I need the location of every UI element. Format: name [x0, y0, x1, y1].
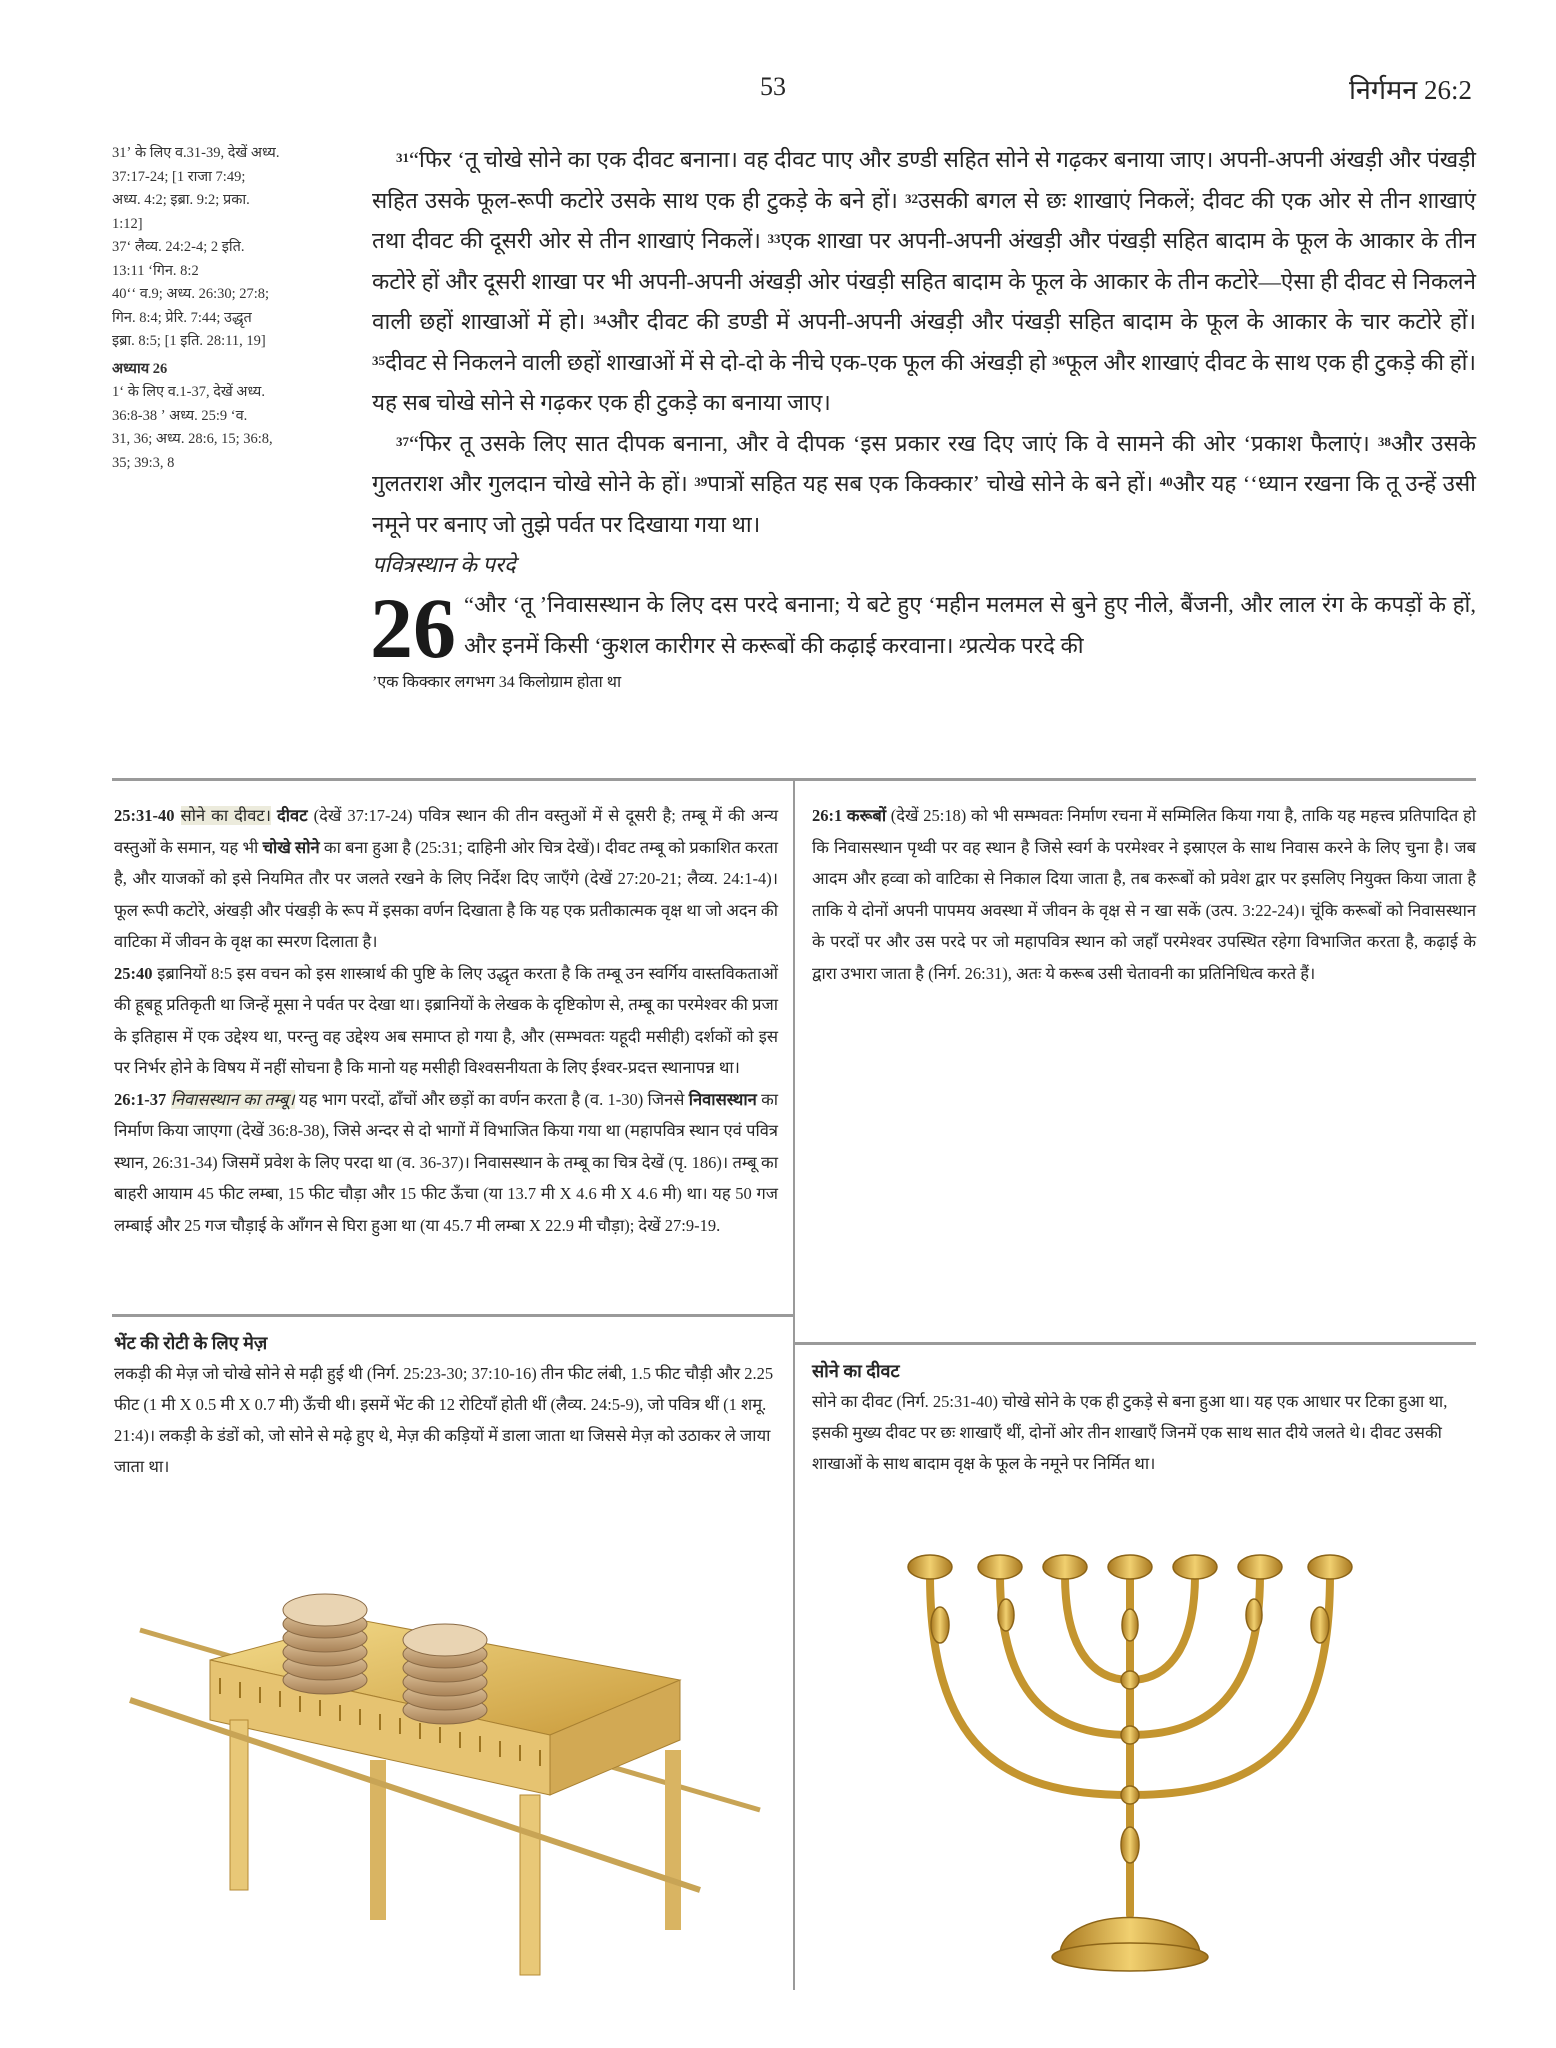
verse-text: प्रत्येक परदे की [965, 632, 1084, 658]
note-reference: 26:1-37 [114, 1089, 167, 1109]
study-note [812, 800, 1476, 989]
xref-line: 31ʼ के लिए व.31-39, देखें अध्य. [112, 145, 280, 161]
verse-text: “फिर तू उसके लिए सात दीपक बनाना, और वे दीपक ʻइस प्रकार रख दिए जाएं कि वे सामने की ओर ʻप्रकाश फैलाएं। [409, 430, 1370, 456]
verse-text: उसकी बगल से छः शाखाएं निकलें; दीवट की एक ओर से तीन शाखाएं तथा दीवट की दूसरी ओर से तीन शाखाएं निकलें। [372, 187, 1476, 253]
note-keyword: करूबों [846, 806, 887, 825]
xref-line: 40ʻʻ व.9; अध्य. 26:30; 27:8; [112, 286, 270, 302]
divider [795, 1342, 1476, 1345]
verse-number: 2 [959, 635, 966, 651]
scripture-text [372, 140, 1476, 698]
sidebar-title: भेंट की रोटी के लिए मेज़ [114, 1333, 268, 1353]
verse-text: और उसके गुलतराश और गुलदान चोखे सोने के हों। [372, 430, 1477, 496]
section-heading: पवित्रस्थान के परदे [372, 552, 516, 577]
verse-number: 34 [593, 312, 607, 327]
study-note [114, 1084, 778, 1242]
xref-line: 1:12] [112, 215, 143, 232]
verse-number: 31 [396, 150, 409, 165]
verse-number: 37 [396, 433, 409, 449]
verse-text: और दीवट की डण्डी में अपनी-अपनी अंखड़ी और पंखड़ी सहित बादाम के फूल के आकार के चार कटोरे हों। [606, 309, 1476, 334]
note-keyword: दीवट [277, 806, 308, 825]
divider [112, 1314, 793, 1317]
xref-line: 35; 39:3, 8 [112, 454, 175, 471]
note-reference: 25:40 [114, 963, 153, 983]
note-keyword: चोखे सोने [262, 837, 320, 857]
study-note [114, 800, 778, 958]
footnote: ʼएक किक्कार लगभग 34 किलोग्राम होता था [372, 674, 622, 691]
sidebar-lampstand [812, 1356, 1476, 1479]
note-text: यह भाग परदों, ढाँचों और छड़ों का वर्णन करता है (व. 1-30) जिनसे [298, 1089, 685, 1109]
verse-number: 33 [767, 231, 781, 246]
xref-chapter-heading: अध्याय 26 [112, 360, 168, 377]
page-number: 53 [760, 72, 786, 101]
verse-number: 32 [905, 190, 919, 206]
study-notes-left [114, 800, 778, 1241]
verse-number: 36 [1052, 352, 1066, 368]
note-title: निवासस्थान का तम्बू। [170, 1089, 295, 1109]
cross-references [112, 142, 352, 475]
sidebar-table [114, 1328, 778, 1482]
verse-number: 39 [694, 474, 708, 489]
verse-text: एक शाखा पर अपनी-अपनी अंखड़ी और पंखड़ी सहित बादाम के फूल के आकार के तीन कटोरे हों और दूसरी शाखा पर भी अपनी-अपनी अंखड़ी ओर पंखड़ी सहित बादाम के फूल के आकार के तीन कटोरे—ऐसा ही दीवट से निकलने वाली छहों शाखाओं में हो। [372, 228, 1477, 334]
verse-text: दीवट से निकलने वाली छहों शाखाओं में से दो-दो के नीचे एक-एक फूल की अंखड़ी हो [385, 349, 1047, 375]
xref-line: 13:11 ʻगिन. 8:2 [112, 262, 199, 279]
golden-lampstand-illustration [880, 1545, 1380, 1990]
note-text: (देखें 37:17-24) पवित्र स्थान की तीन वस्तुओं में से दूसरी है; तम्बू में की अन्य वस्तुओं के समान, यह भी [114, 806, 779, 857]
sidebar-title: सोने का दीवट [812, 1361, 900, 1381]
verse-text: फूल और शाखाएं दीवट के साथ एक ही टुकड़े की हों। यह सब चोखे सोने से गढ़कर एक ही टुकड़े का बनाया जाए। [372, 349, 1477, 415]
verse-text: “फिर ʻतू चोखे सोने का एक दीवट बनाना। वह दीवट पाए और डण्डी सहित सोने से गढ़कर बनाया जाए। अपनी-अपनी अंखड़ी और पंखड़ी सहित उसके फूल-रूपी कटोरे उसके साथ एक ही टुकड़े के बने हों। [372, 147, 1476, 213]
scripture-paragraph [372, 140, 1476, 424]
xref-line: 37:17-24; [1 राजा 7:49; [112, 168, 246, 185]
chapter-number: 26 [370, 580, 456, 676]
verse-text: पात्रों सहित यह सब एक किक्कारʼ चोखे सोने के बने हों। [707, 471, 1154, 496]
showbread-table-illustration [120, 1560, 780, 1990]
chapter-paragraph [370, 580, 1476, 676]
note-text: का बना हुआ है (25:31; दाहिनी ओर चित्र देखें)। दीवट तम्बू को प्रकाशित करता है, और याजकों को इसे नियमित तौर पर जलते रखने के लिए निर्देश दिए जाएँगे (देखें 27:20-21; लैव्य. 24:1-4)। फूल रूपी कटोरे, अंखड़ी और पंखड़ी के रूप में इसका वर्णन दिखाता है कि यह एक प्रतीकात्मक वृक्ष था जो अदन की वाटिका में जीवन के वृक्ष का स्मरण दिलाता है। [114, 837, 778, 951]
scripture-paragraph [372, 424, 1476, 546]
xref-line: 1ʻ के लिए व.1-37, देखें अध्य. [112, 384, 265, 400]
sidebar-body: लकड़ी की मेज़ जो चोखे सोने से मढ़ी हुई थी (निर्ग. 25:23-30; 37:10-16) तीन फीट लंबी, 1.5 फीट चौड़ी और 2.25 फीट (1 मी X 0.5 मी X 0.7 मी) ऊँची थी। इसमें भेंट की 12 रोटियाँ होती थीं (लैव्य. 24:5-9), जो पवित्र थीं (1 शमू. 21:4)। लकड़ी के डंडों को, जो सोने से मढ़े हुए थे, मेज़ की कड़ियों में डाला जाता था जिससे मेज़ को उठाकर ले जाया जाता था। [114, 1364, 774, 1476]
note-text: का निर्माण किया जाएगा (देखें 36:8-38), जिसे अन्दर से दो भागों में विभाजित किया गया था (महापवित्र स्थान एवं पवित्र स्थान, 26:31-34) जिसमें प्रवेश के लिए परदा था (व. 36-37)। निवासस्थान के तम्बू का चित्र देखें (पृ. 186)। तम्बू का बाहरी आयाम 45 फीट लम्बा, 15 फीट चौड़ा और 15 फीट ऊँचा (या 13.7 मी X 4.6 मी X 4.6 मी) था। यह 50 गज लम्बाई और 25 गज चौड़ाई के आँगन से घिरा हुआ था (या 45.7 मी लम्बा X 22.9 मी चौड़ा); देखें 27:9-19. [114, 1089, 779, 1235]
verse-number: 40 [1159, 474, 1173, 489]
running-head: निर्गमन 26:2 [1348, 75, 1472, 105]
note-reference: 26:1 [812, 806, 843, 825]
verse-text: और यह ʻʻध्यान रखना कि तू उन्हें उसी नमूने पर बनाए जो तुझे पर्वत पर दिखाया गया था। [372, 471, 1477, 537]
note-text: (देखें 25:18) को भी सम्भवतः निर्माण रचना में सम्मिलित किया गया है, ताकि यह महत्त्व प्रतिपादित हो कि निवासस्थान पृथ्वी पर वह स्थान है जिसे स्वर्ग के परमेश्वर ने इस्राएल के साथ निवास करने के लिए चुना है। जब आदम और हव्वा को वाटिका से निकाल दिया जाता है, तब करूबों को प्रवेश द्वार पर इसलिए नियुक्त किया जाता है ताकि ये दोनों अपनी पापमय अवस्था में जीवन के वृक्ष से न खा सकें (उत्प. 3:22-24)। चूंकि करूबों को निवासस्थान के परदों पर और उस परदे पर जो महापवित्र स्थान को जहाँ परमेश्वर उपस्थित रहेगा विभाजित करता है, कढ़ाई के द्वारा उभारा जाता है (निर्ग. 26:31), अतः ये करूब उसी चेतावनी का प्रतिनिधित्व करते हैं। [812, 806, 1476, 983]
xref-line: गिन. 8:4; प्रेरि. 7:44; उद्धृत [112, 309, 252, 326]
note-text: इब्रानियों 8:5 इस वचन को इस शास्त्रार्थ की पुष्टि के लिए उद्धृत करता है कि तम्बू उन स्वर्गिय वास्तविकताओं की हूबहू प्रतिकृती था जिन्हें मूसा ने पर्वत पर देखा था। इब्रानियों के लेखक के दृष्टिकोण से, तम्बू का परमेश्वर की प्रजा के इतिहास में एक उद्देश्य था, परन्तु वह उद्देश्य अब समाप्त हो गया है, और (सम्भवतः यहूदी मसीही) दर्शकों को इस पर निर्भर होने के विषय में नहीं सोचना है कि मानो यह मसीही विश्वसनीयता के लिए ईश्वर-प्रदत्त स्थानापन्न था। [114, 963, 779, 1077]
note-reference: 25:31-40 [114, 806, 175, 825]
verse-number: 38 [1377, 433, 1391, 449]
xref-line: अध्य. 4:2; इब्रा. 9:2; प्रका. [112, 192, 250, 208]
note-title: सोने का दीवट। [180, 806, 271, 825]
study-notes-right [812, 800, 1476, 989]
xref-line: 31, 36; अध्य. 28:6, 15; 36:8, [112, 431, 273, 447]
xref-line: 36:8-38 ʼ अध्य. 25:9 ʻव. [112, 407, 248, 424]
note-keyword: निवासस्थान [688, 1089, 757, 1109]
xref-line: इब्रा. 8:5; [1 इति. 28:11, 19] [112, 333, 266, 349]
sidebar-body: सोने का दीवट (निर्ग. 25:31-40) चोखे सोने के एक ही टुकड़े से बना हुआ था। यह एक आधार पर टिका हुआ था, इसकी मुख्य दीवट पर छः शाखाएँ थीं, दोनों ओर तीन शाखाएँ जिनमें एक साथ सात दीये जलते थे। दीवट उसकी शाखाओं के साथ बादाम वृक्ष के फूल के नमूने पर निर्मित था। [812, 1392, 1448, 1473]
verse-number: 35 [372, 352, 385, 368]
column-divider [793, 778, 795, 1990]
xref-line: 37ʻ लैव्य. 24:2-4; 2 इति. [112, 239, 245, 255]
study-note [114, 958, 778, 1084]
verse-text: “और ʻतू ʼनिवासस्थान के लिए दस परदे बनाना; ये बटे हुए ʻमहीन मलमल से बुने हुए नीले, बैंजनी, और लाल रंग के कपड़ों के हों, और इनमें किसी ʻकुशल कारीगर से करूबों की कढ़ाई करवाना। [464, 592, 1476, 658]
